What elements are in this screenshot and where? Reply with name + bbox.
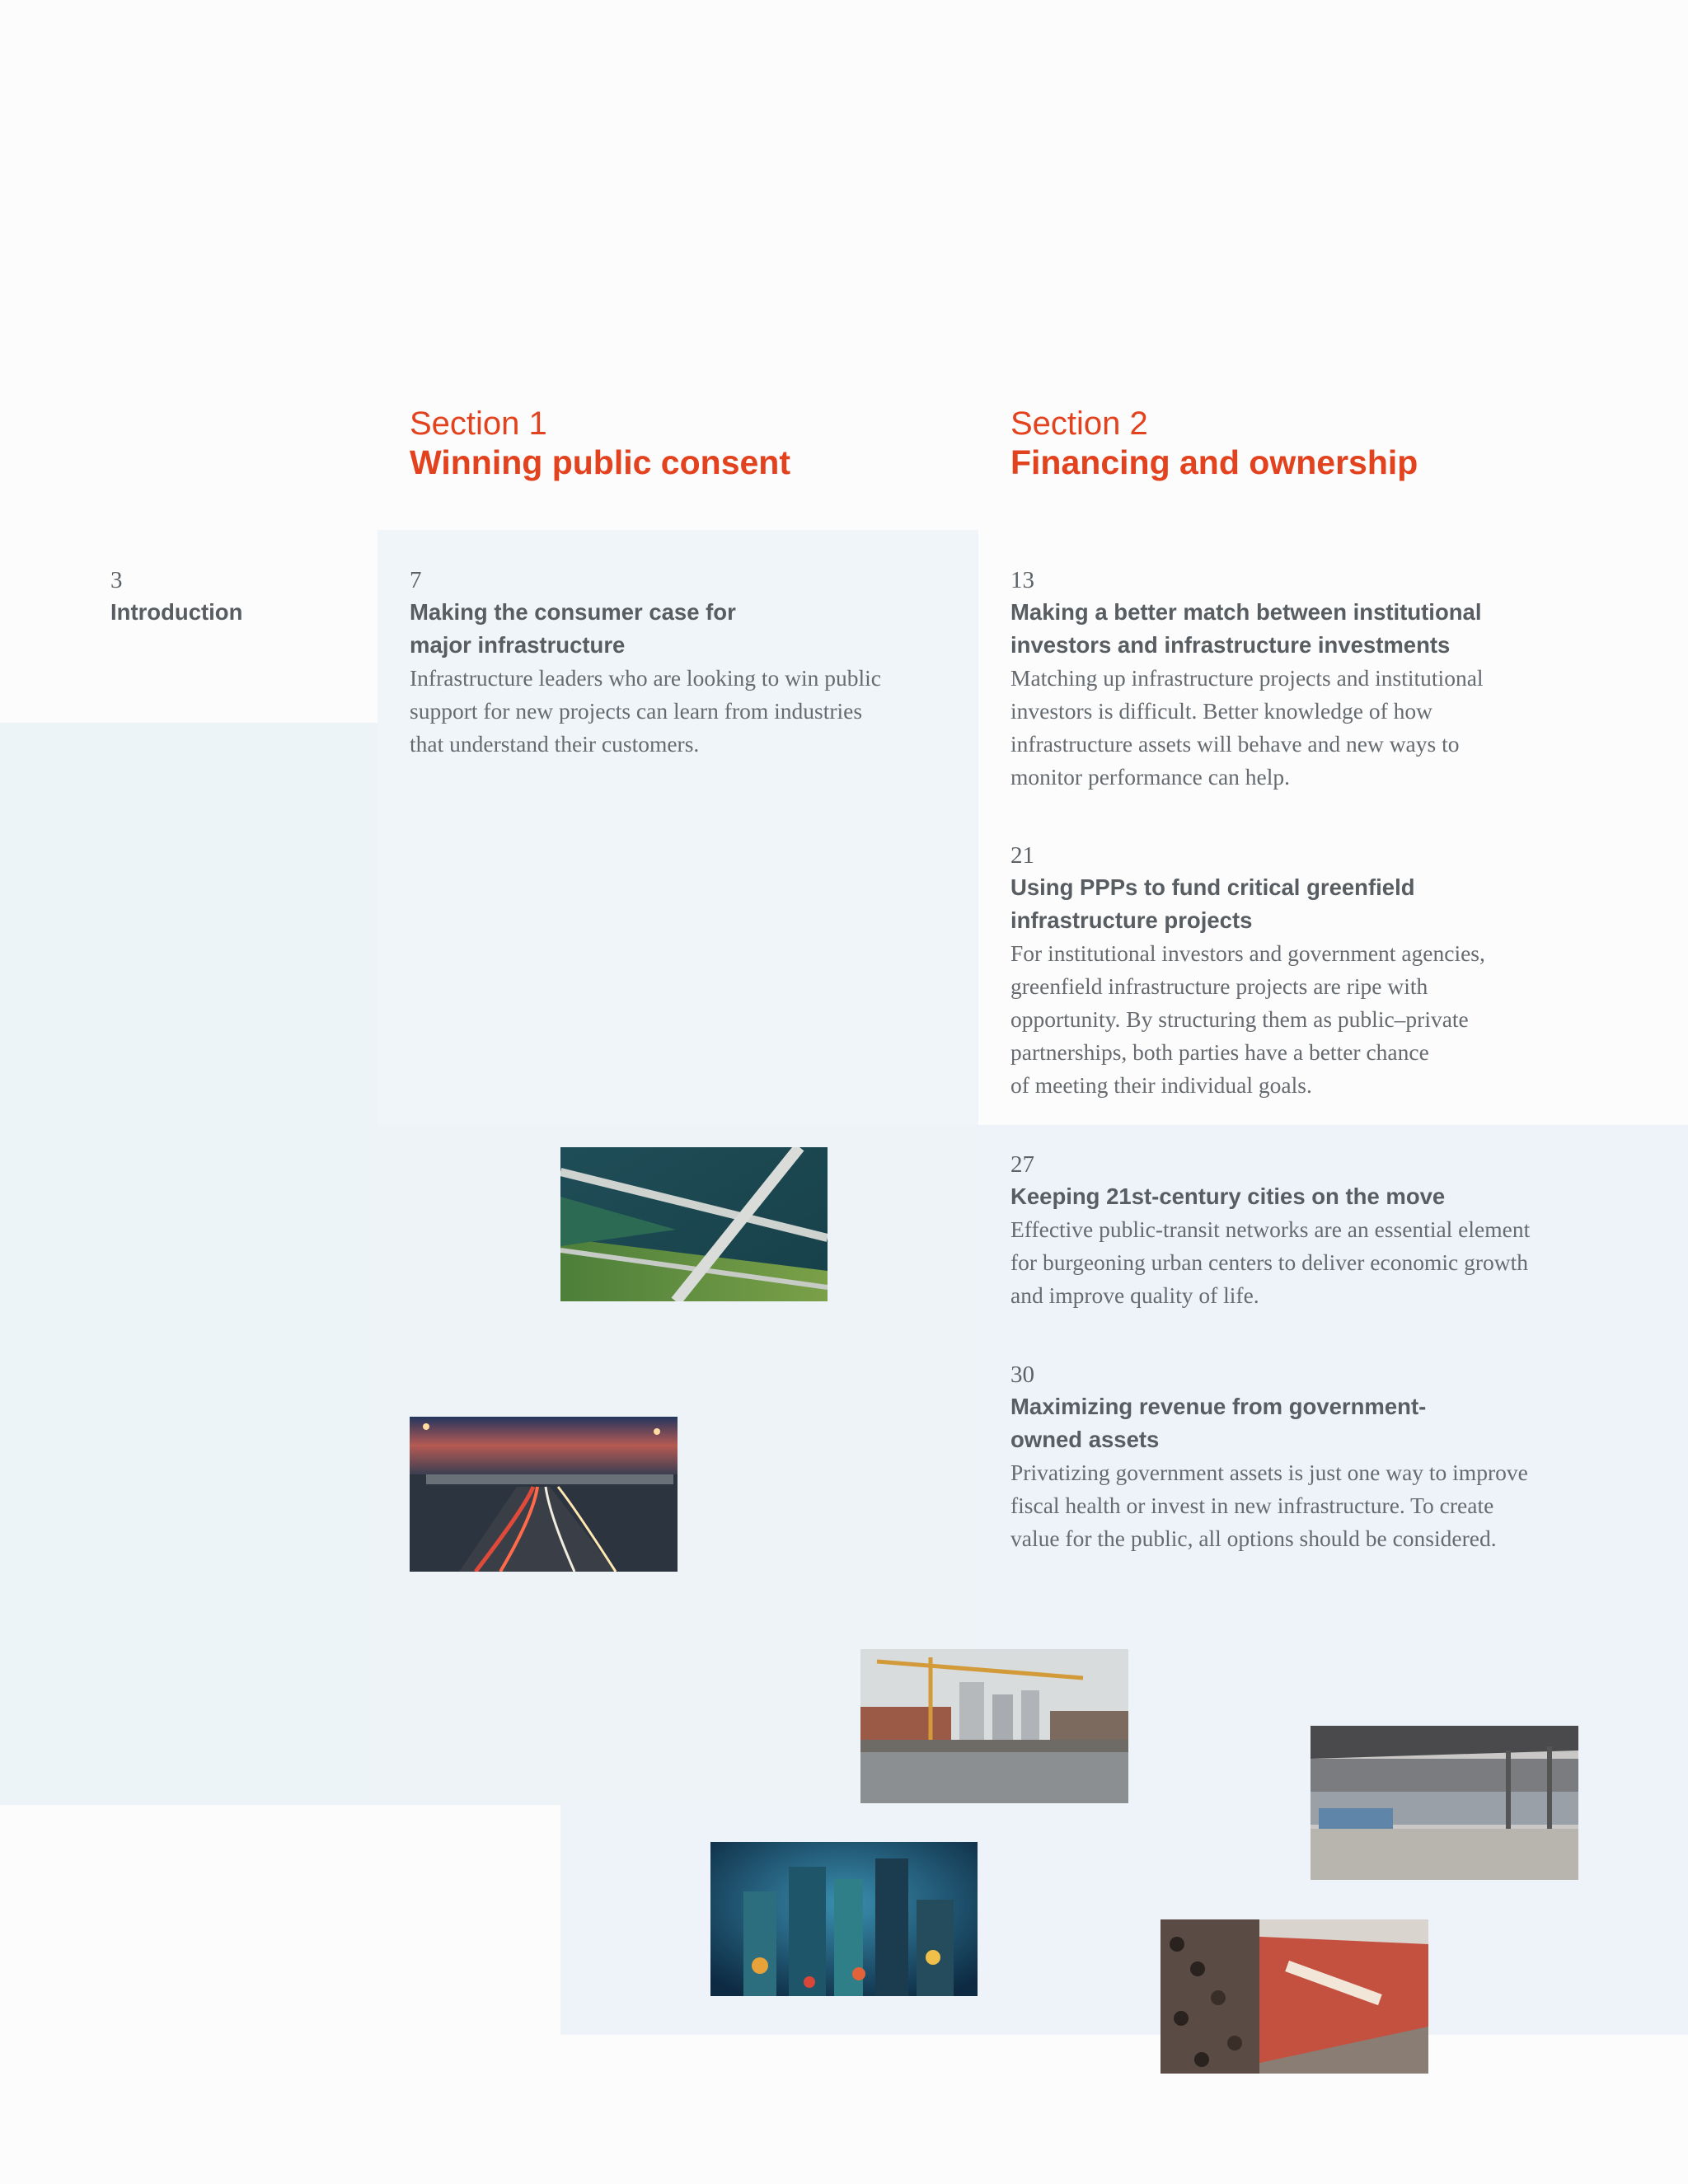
entry-description-line: greenfield infrastructure projects are ripe with (1010, 973, 1428, 999)
background-panel-left (0, 723, 377, 1805)
construction-crane-photo (860, 1649, 1128, 1803)
section-1-number: Section 1 (410, 405, 547, 442)
entry-title-line: Making the consumer case for (410, 599, 736, 625)
toc-entry-page-21[interactable] (1010, 840, 1670, 1102)
entry-description-line: value for the public, all options should be considered. (1010, 1526, 1497, 1551)
entry-description-line: Privatizing government assets is just one way to improve (1010, 1460, 1528, 1485)
entry-description-line: Infrastructure leaders who are looking to win public (410, 665, 881, 691)
entry-title-line: investors and infrastructure investments (1010, 632, 1451, 658)
toc-entry-page-13[interactable] (1010, 565, 1670, 794)
entry-title (1010, 1390, 1670, 1456)
section-1-title: Winning public consent (410, 443, 790, 481)
city-at-night-photo (710, 1842, 978, 1996)
entry-title (410, 596, 970, 662)
entry-title-line: major infrastructure (410, 632, 626, 658)
entry-title-line: infrastructure projects (1010, 907, 1253, 933)
entry-title-line: Making a better match between institutional (1010, 599, 1482, 625)
entry-description-line: monitor performance can help. (1010, 764, 1291, 790)
toc-entry-page-30[interactable] (1010, 1359, 1670, 1555)
entry-description (1010, 937, 1670, 1102)
entry-title-line: Maximizing revenue from government- (1010, 1394, 1427, 1419)
page-number: 21 (1010, 842, 1034, 869)
entry-title (1010, 871, 1670, 937)
entry-description-line: partnerships, both parties have a better chance (1010, 1039, 1429, 1065)
entry-description (410, 662, 970, 761)
entry-description (1010, 662, 1670, 794)
toc-entry-page-27[interactable] (1010, 1149, 1670, 1312)
entry-title (1010, 1180, 1670, 1213)
section-2-number: Section 2 (1010, 405, 1148, 442)
section-2-header (1010, 405, 1418, 482)
train-station-photo (1311, 1726, 1578, 1880)
page-number: 7 (410, 567, 422, 593)
aerial-fields-photo (560, 1147, 828, 1301)
entry-description-line: opportunity. By structuring them as public–private (1010, 1006, 1469, 1032)
section-2-title: Financing and ownership (1010, 443, 1418, 481)
toc-entry-introduction[interactable] (110, 565, 358, 629)
entry-description-line: infrastructure assets will behave and new ways to (1010, 731, 1460, 757)
entry-description-line: that understand their customers. (410, 731, 700, 757)
page-number: 27 (1010, 1151, 1034, 1178)
page-number: 13 (1010, 567, 1034, 593)
page-number: 3 (110, 567, 123, 593)
entry-description-line: Effective public-transit networks are an essential element (1010, 1216, 1531, 1242)
entry-title-line: Keeping 21st-century cities on the move (1010, 1183, 1446, 1209)
entry-description-line: and improve quality of life. (1010, 1282, 1259, 1308)
entry-description (1010, 1456, 1670, 1555)
entry-description-line: Matching up infrastructure projects and institutional (1010, 665, 1484, 691)
entry-description-line: For institutional investors and government agencies, (1010, 940, 1485, 966)
section-1-header (410, 405, 790, 482)
entry-description-line: fiscal health or invest in new infrastructure. To create (1010, 1493, 1494, 1518)
entry-title: Introduction (110, 599, 243, 625)
page-number: 30 (1010, 1361, 1034, 1388)
crowded-train-photo (1160, 1919, 1428, 2074)
entry-description-line: support for new projects can learn from industries (410, 698, 863, 724)
entry-title-line: owned assets (1010, 1427, 1160, 1452)
entry-description-line: investors is difficult. Better knowledge of how (1010, 698, 1432, 724)
entry-description-line: for burgeoning urban centers to deliver economic growth (1010, 1249, 1528, 1275)
toc-entry-page-7[interactable] (410, 565, 970, 761)
entry-description (1010, 1213, 1670, 1312)
entry-title-line: Using PPPs to fund critical greenfield (1010, 874, 1415, 900)
entry-description-line: of meeting their individual goals. (1010, 1072, 1312, 1098)
entry-title (1010, 596, 1670, 662)
highway-toll-plaza-photo (410, 1417, 678, 1572)
